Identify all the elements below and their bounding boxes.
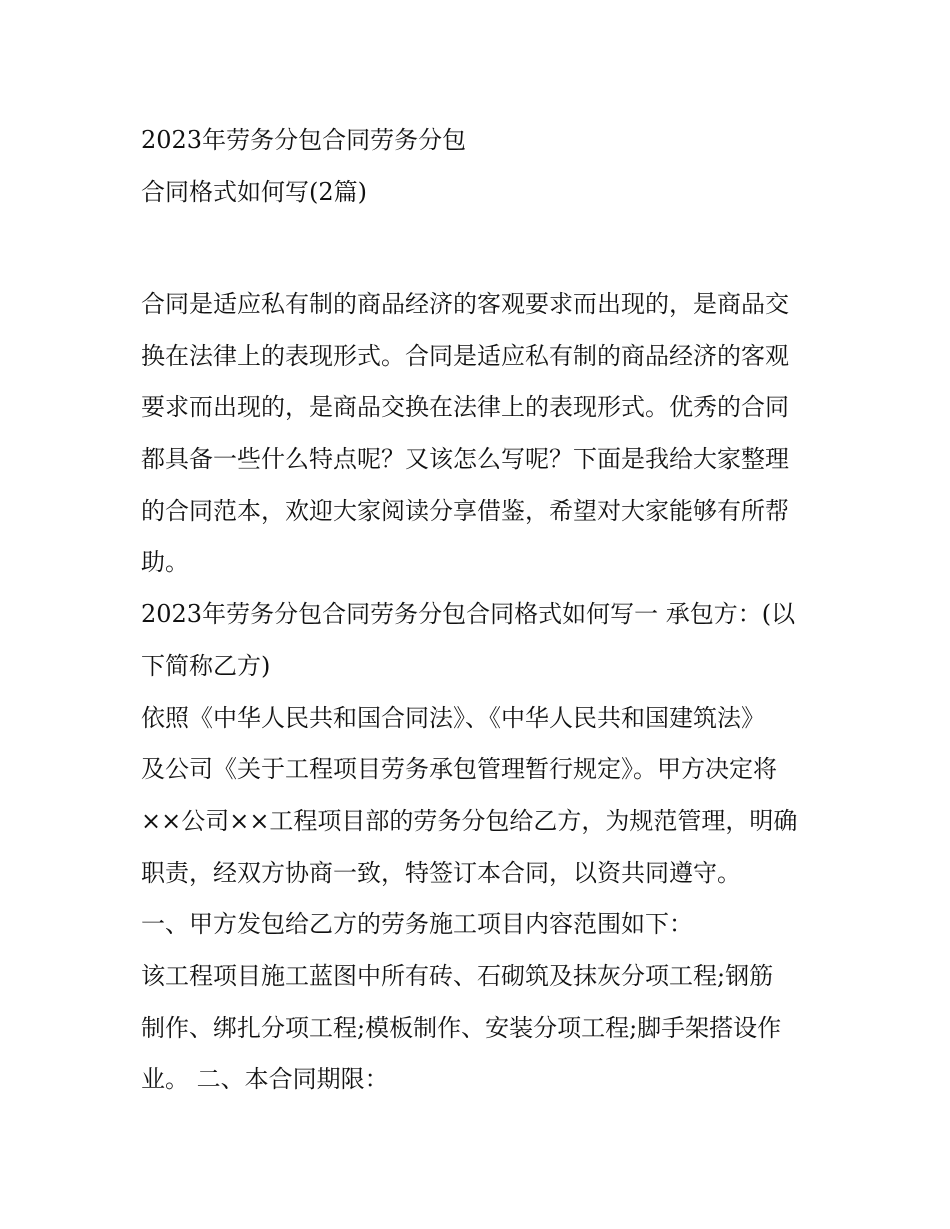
title-line: 2023年劳务分包合同劳务分包 [141, 126, 467, 154]
body-line: 换在法律上的表现形式。合同是适应私有制的商品经济的客观 [141, 341, 789, 370]
body-line: 助。 [141, 548, 189, 577]
body-line: 2023年劳务分包合同劳务分包合同格式如何写一 承包方：(以 [141, 600, 796, 629]
body-line: 下简称乙方) [141, 651, 271, 680]
body-line: 的合同范本，欢迎大家阅读分享借鉴，希望对大家能够有所帮 [141, 496, 789, 525]
body-line: 都具备一些什么特点呢？又该怎么写呢？下面是我给大家整理 [141, 445, 789, 474]
body-line: 制作、绑扎分项工程;模板制作、安装分项工程;脚手架搭设作 [141, 1013, 782, 1042]
document-body [141, 279, 821, 1106]
body-line: ××公司××工程项目部的劳务分包给乙方，为规范管理，明确 [141, 806, 798, 835]
body-line: 该工程项目施工蓝图中所有砖、石砌筑及抹灰分项工程;钢筋 [141, 961, 774, 990]
body-line: 要求而出现的，是商品交换在法律上的表现形式。优秀的合同 [141, 393, 789, 422]
body-line: 合同是适应私有制的商品经济的客观要求而出现的，是商品交 [141, 290, 789, 318]
title-line: 合同格式如何写(2篇) [141, 177, 367, 206]
body-line: 及公司《关于工程项目劳务承包管理暂行规定》。甲方决定将 [141, 755, 777, 784]
document-title [141, 115, 821, 218]
body-line: 职责，经双方协商一致，特签订本合同，以资共同遵守。 [141, 858, 741, 887]
body-line: 一、甲方发包给乙方的劳务施工项目内容范围如下： [141, 910, 693, 939]
body-line: 依照《中华人民共和国合同法》、《中华人民共和国建筑法》 [141, 703, 765, 732]
body-line: 业。 二、本合同期限： [141, 1065, 389, 1094]
